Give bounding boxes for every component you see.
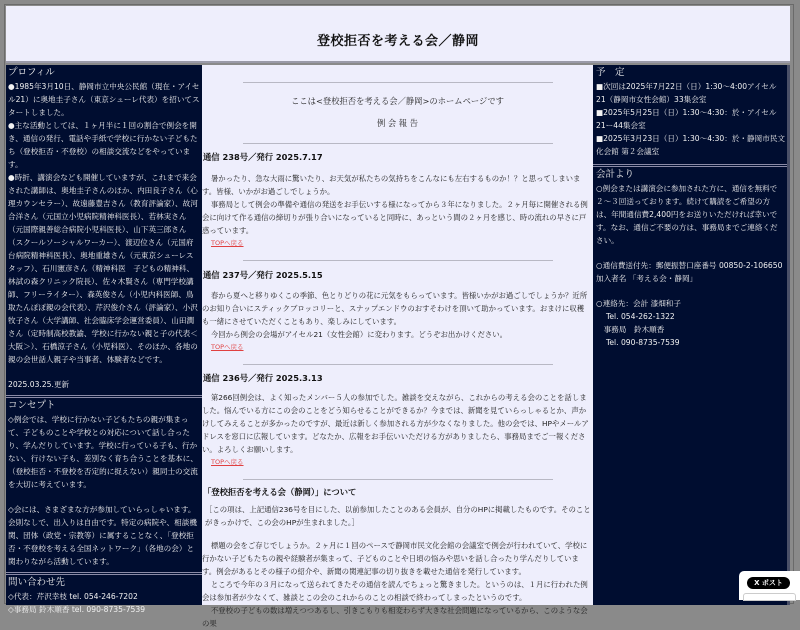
profile-item: ●1985年3月10日、静岡市立中央公民館（現在・アイセル21）に奥地圭子さん（東京シューレ代表）を招いてスタートしました。 <box>8 82 200 117</box>
main-content <box>202 65 593 628</box>
about-note: ［この項は、上記通信236号を目にした、以前参加したことのある会員が、自分のHPに掲載したものです。そのことがきっかけで、この会のHPが生まれました。］ <box>205 505 591 527</box>
right-sidebar <box>593 65 790 605</box>
concept-title: コンセプト <box>8 400 56 411</box>
about-paragraph: ところで今年の３月になって送られてきたその通信を読んでちょっと驚きました。というのは、１月に行われた例会は参加者が少なくて、雑談とこの会のこれからのことの相談で終わってしまったというのです。 <box>202 580 588 602</box>
schedule-section <box>593 65 787 167</box>
profile-title: プロフィル <box>8 67 55 78</box>
intro-text: ここは<登校拒否を考える会／静岡>のホームページです <box>291 96 504 106</box>
treasurer-phone: Tel. 054-262-1322 <box>596 312 675 321</box>
concept-item: ◇会には、さまざまな方が参加していらっしゃいます。会則なしで、出入りは自由です。特定の病院や、相談機関、団体（政党・宗教等）に属することなく、「登校拒否・不登校を考える全国ネットワーク」（各地の会）と関わりながら活動しています。 <box>8 505 197 566</box>
account-holder: 加入者名 「考える会・静岡」 <box>596 274 698 283</box>
left-sidebar <box>6 65 202 614</box>
site-title: 登校拒否を考える会／静岡 <box>316 34 479 49</box>
postal-account: ○通信費送付先：郵便振替口座番号 00850-2-106650 <box>596 261 783 270</box>
back-to-top-link[interactable]: TOPへ戻る <box>211 458 244 466</box>
about-title: 「登校拒否を考える会（静岡）」について <box>203 487 357 497</box>
profile-item: ●主な活動としては、１ヶ月半に１回の割合で例会を開き、通信の発行、電話や手紙で学校に行かない子どもたち（登校拒否・不登校）の相談交流などをやっています。 <box>8 121 198 169</box>
back-to-top-link[interactable]: TOPへ戻る <box>211 239 244 247</box>
office-phone: Tel. 090-8735-7539 <box>596 338 680 347</box>
accounting-text: ○例会または講演会に参加された方に、通信を無料で２〜３回送っております。続けて購読をご希望の方は、年間通信費2,400円をお送りいただければ幸いです。なお、通信ご不要の方は、事務局までご連絡ください。 <box>596 184 778 245</box>
x-post-button[interactable]: X ポスト <box>747 577 790 589</box>
issue-paragraph: 第266回例会は、よく知ったメンバー５人の参加でした。雑談を交えながら、これからの考える会のことを話しました。悩んでいる方にこの会のことをどう知らせることができるか？今までは、新聞を見ていらっしゃるとか、声かけしてみえることが多かったのですが、最近は新しく参加される方が少なくなりました。他の会では、HPやメールアドレスを窓口に広報しています。どなたか、広報をお手伝いいただける方がありましたら、事務局までご一報ください。よろしくお願いします。 <box>202 393 589 454</box>
back-to-top-link[interactable]: TOPへ戻る <box>211 343 244 351</box>
schedule-item: ■2025年3月23日（日）1:30〜4:30：於・静岡市民文化会館 第２会議室 <box>596 134 786 156</box>
office-contact: 事務局 鈴木順香 <box>596 325 665 334</box>
share-widget <box>739 571 800 600</box>
profile-section <box>6 65 202 398</box>
schedule-title: 予 定 <box>596 67 625 78</box>
about-paragraph: 不登校の子どもの数は増えつつあるし、引きこもりも相変わらず大きな社会問題になっているから、このような会の果 <box>202 606 588 628</box>
contact-item: ◇事務局 鈴木順香 tel. 090-8735-7539 <box>8 605 146 614</box>
issue-237 <box>202 269 593 354</box>
issue-236 <box>202 372 593 469</box>
about-section <box>202 486 593 630</box>
site-header <box>6 6 790 63</box>
issue-title: 通信 238号／発行 2025.7.17 <box>203 152 323 162</box>
issue-paragraph: 今回から例会の会場がアイセル21（女性会館）に変わります。どうぞお出かけください。 <box>210 330 508 339</box>
contact-section <box>6 575 202 620</box>
section-heading: 例 会 報 告 <box>376 118 419 128</box>
share-widget-secondary[interactable] <box>743 593 796 601</box>
issue-title: 通信 236号／発行 2025.3.13 <box>203 373 323 383</box>
treasurer-contact: ○連絡先：会計 漆畑和子 <box>596 299 681 308</box>
about-paragraph: 標題の会をご存じでしょうか。２ヶ月に１回のペースで静岡市民文化会館の会議室で例会が行われていて、学校に行かない子どもたちの親や経験者が集まって、子どものことや日頃の悩みや思いを話し合ったり学んだりしています。例会があるとその様子の紹介や、新聞の関連記事の切り抜きを載せた通信を発行しています。 <box>202 541 588 576</box>
issue-title: 通信 237号／発行 2025.5.15 <box>203 270 323 280</box>
schedule-item: ■次回は2025年7月22日（日）1:30〜4:00アイセル21（静岡市女性会館）33集会室 <box>596 82 777 104</box>
contact-title: 問い合わせ先 <box>8 577 66 588</box>
issue-238 <box>202 151 593 250</box>
issue-paragraph: 春から夏へと移りゆくこの季節、色とりどりの花に元気をもらっています。皆様いかがお過ごしでしょうか？近所のお知り合いにスティックブロッコリーと、スナップエンドウのおすそわけを頂いて助かっています。おまけに収穫も一緒にさせていただくこともあり、楽しみにしています。 <box>202 291 588 326</box>
concept-section <box>6 398 202 575</box>
concept-item: ◇例会では、学校に行かない子どもたちの親が集まって、子どものことや学校との対応について話し合ったり、学んだりしています。学校に行っている子も、行かない、行けない子も、差別なく育ち合うことを基本に、（登校拒否・不登校を否定的に捉えない）親同士の交流を大切に考えています。 <box>8 415 198 489</box>
accounting-section <box>593 167 787 355</box>
profile-item: ●時折、講演会なども開催していますが、これまで来会された講師は、奥地圭子さんのほか、内田良子さん（心理カウンセラー）、故遠藤豊吉さん（教育評論家）、故河合洋さん（元国立小児病院精神科医長）、若林実さん（元国際親善総合病院小児科医長）、山下英三郎さん（スクールソーシャルワーカー）、渡辺位さん（元国府台病院精神科医長）、奥地重雄さん（元東京シューレスタッフ）、石川憲彦さん（精神科医 子どもの精神科、林試の森クリニック院長）、佐々木賢さん（専門学校講師、フリーライター）、森英俊さん（小児内科医師、鳥取たんぽぽ親の会代表）、芹沢俊介さん（評論家）、小沢牧子さん（大学講師、社会臨床学会運営委員）、山田潤さん（定時制高校教諭、学校に行かない親と子の代表＜大阪＞）、石橋涼子さん（小児科医）、そのほか、各地の親の会世話人親子や当事者、体験者などです。 <box>8 173 198 364</box>
issue-paragraph: 事務局として例会の準備や通信の発送をお手伝いする様になってから３年になりました。２ヶ月毎に開催される例会に向けて作る通信の締切りが張り合いになっていると同時に、あっという間の２ヶ月を感じ、時の流れの早さに戸惑っています。 <box>202 200 588 235</box>
schedule-item: ■2025年5月25日（日）1:30〜4:30：於・アイセル21ー44集会室 <box>596 108 777 130</box>
issue-paragraph: 暑かったり、急な大雨に驚いたり、お天気が私たちの気持ちをこんなにも左右するものか！？と思ってしまいます。皆様、いかがお過ごしでしょうか。 <box>202 174 581 196</box>
contact-item: ◇代表：芹沢幸枝 tel. 054-246-7202 <box>8 592 138 601</box>
profile-updated: 2025.03.25.更新 <box>8 380 70 389</box>
accounting-title: 会計より <box>596 169 635 180</box>
